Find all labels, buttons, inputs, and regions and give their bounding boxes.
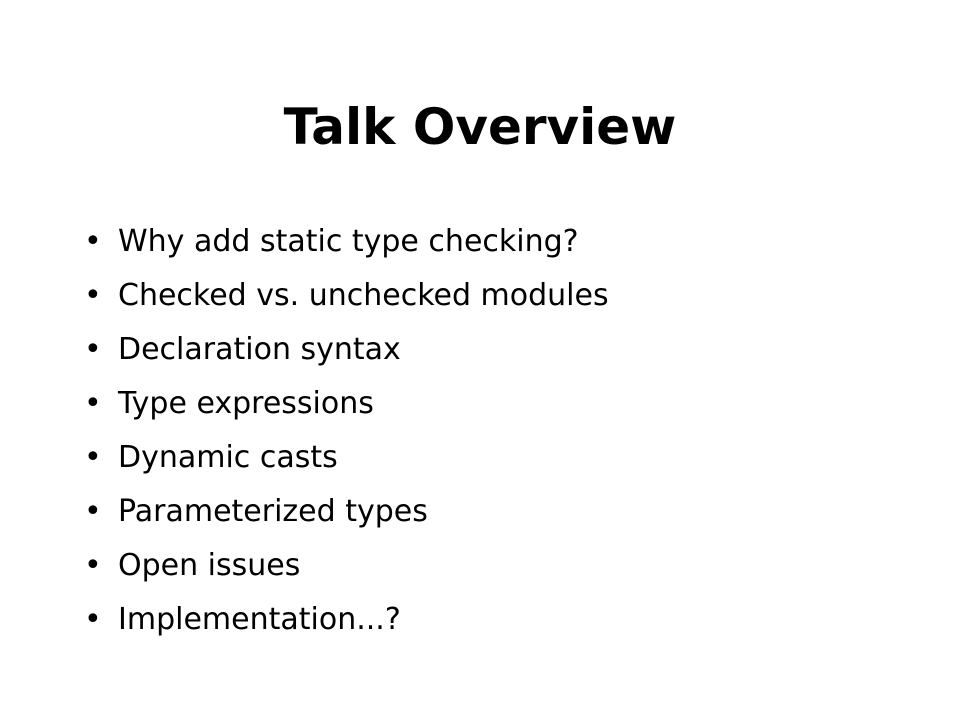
bullet-text: Parameterized types [118, 494, 428, 529]
bullet-icon: • [84, 602, 102, 637]
slide-title: Talk Overview [283, 98, 677, 156]
bullet-text: Why add static type checking? [118, 224, 579, 259]
bullet-item [84, 215, 609, 269]
bullet-text: Open issues [118, 548, 301, 583]
bullet-icon: • [84, 548, 102, 583]
bullet-item [84, 539, 609, 593]
bullet-list [84, 215, 609, 647]
bullet-text: Implementation...? [118, 602, 401, 637]
bullet-text: Checked vs. unchecked modules [118, 278, 609, 313]
bullet-item [84, 377, 609, 431]
bullet-icon: • [84, 224, 102, 259]
bullet-item [84, 269, 609, 323]
bullet-icon: • [84, 332, 102, 367]
bullet-item [84, 323, 609, 377]
bullet-item [84, 431, 609, 485]
bullet-item [84, 593, 609, 647]
bullet-icon: • [84, 386, 102, 421]
bullet-icon: • [84, 440, 102, 475]
bullet-icon: • [84, 278, 102, 313]
bullet-text: Type expressions [118, 386, 374, 421]
bullet-text: Declaration syntax [118, 332, 401, 367]
bullet-text: Dynamic casts [118, 440, 338, 475]
bullet-item [84, 485, 609, 539]
bullet-icon: • [84, 494, 102, 529]
